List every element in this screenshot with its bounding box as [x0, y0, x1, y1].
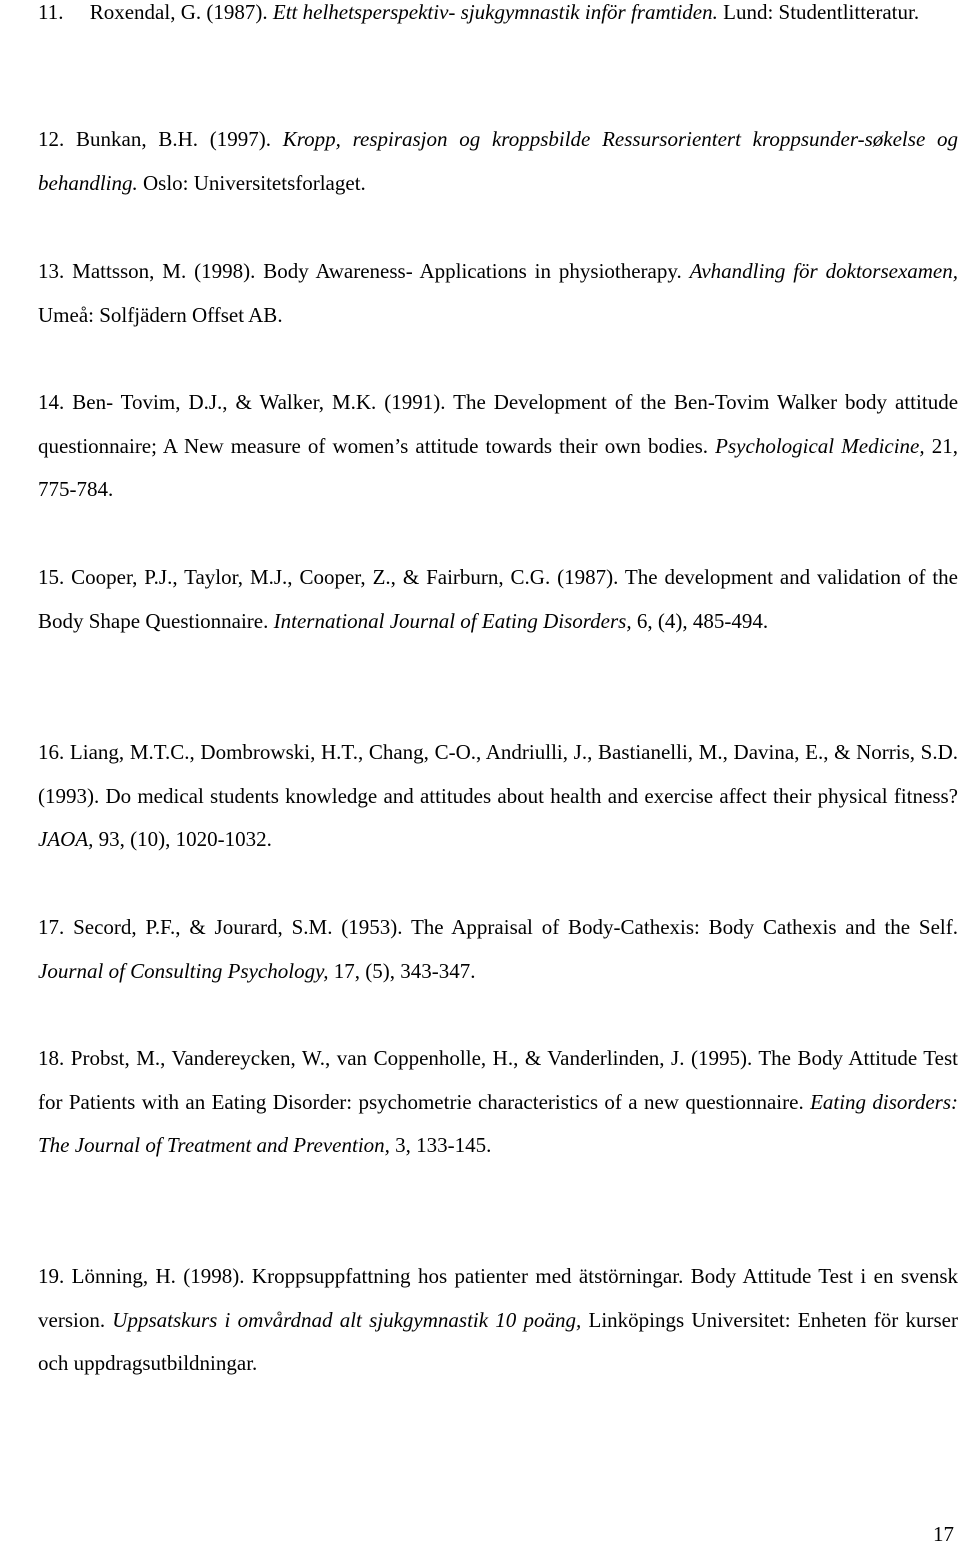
- reference-text: [38, 390, 958, 501]
- reference-authors: Bunkan, B.H. (1997).: [76, 127, 283, 151]
- reference-13: [38, 250, 958, 337]
- reference-journal: Journal of Consulting Psychology,: [38, 958, 329, 983]
- reference-number: 15.: [38, 565, 65, 589]
- reference-number: 19.: [38, 1264, 65, 1288]
- reference-authors: Liang, M.T.C., Dombrowski, H.T., Chang, C-O., Andriulli, J., Bastianelli, M., Davina, E., & Norris, S.D. (1993). Do medical students knowledge and attitudes about health and exercise affect their physical fitness?: [38, 740, 959, 808]
- reference-11: [38, 0, 958, 35]
- reference-title: Kropp, respirasjon og kroppsbilde Ressursorientert kroppsunder-søkelse og behandling.: [38, 127, 959, 195]
- reference-journal: JAOA,: [38, 827, 94, 851]
- reference-authors: Mattsson, M. (1998). Body Awareness- Applications in physiotherapy.: [72, 259, 690, 283]
- reference-18: [38, 1037, 958, 1168]
- reference-authors: Cooper, P.J., Taylor, M.J., Cooper, Z., & Fairburn, C.G. (1987). The development and validation of the Body Shape Questionnaire.: [38, 565, 959, 633]
- reference-authors: Probst, M., Vandereycken, W., van Coppenholle, H., & Vanderlinden, J. (1995). The Body Attitude Test for Patients with an Eating Disorder: psychometrie characteristics of a new questionnaire.: [38, 1046, 958, 1114]
- reference-volume: 93, (10), 1020-1032.: [93, 827, 272, 851]
- reference-17: [38, 906, 958, 993]
- reference-number: 16.: [38, 740, 65, 764]
- reference-authors: Ben- Tovim, D.J., & Walker, M.K. (1991). The Development of the Ben-Tovim Walker body attitude questionnaire; A New measure of women’s attitude towards their own bodies.: [38, 390, 959, 458]
- reference-journal: Eating disorders: The Journal of Treatment and Prevention,: [38, 1089, 958, 1157]
- reference-publisher: Lund: Studentlitteratur.: [717, 0, 920, 24]
- reference-institution: Linköpings Universitet: Enheten för kurser och uppdragsutbildningar.: [38, 1307, 958, 1375]
- page-number: 17: [933, 1522, 954, 1546]
- reference-text: [38, 565, 958, 633]
- reference-text: [38, 915, 958, 983]
- reference-number: 14.: [38, 390, 65, 414]
- reference-authors: Secord, P.F., & Jourard, S.M. (1953). The Appraisal of Body-Cathexis: Body Cathexis and the Self.: [73, 915, 959, 939]
- reference-volume: 6, (4), 485-494.: [631, 608, 769, 633]
- reference-15: [38, 556, 958, 643]
- reference-journal: International Journal of Eating Disorders,: [273, 608, 632, 633]
- reference-authors: Roxendal, G. (1987).: [89, 0, 273, 24]
- reference-number: 13.: [38, 259, 65, 283]
- reference-number: 12.: [38, 127, 65, 151]
- reference-14: [38, 381, 958, 512]
- reference-12: [38, 118, 958, 205]
- reference-title: Ett helhetsperspektiv- sjukgymnastik inför framtiden.: [272, 0, 718, 24]
- reference-text: [38, 127, 958, 195]
- reference-volume: 21, 775-784.: [38, 433, 958, 501]
- reference-publisher: Oslo: Universitetsforlaget.: [137, 170, 366, 195]
- reference-journal: Psychological Medicine,: [715, 433, 925, 458]
- reference-19: [38, 1255, 958, 1386]
- reference-text: [90, 0, 919, 24]
- reference-text: [38, 740, 958, 851]
- reference-text: [38, 1264, 958, 1375]
- reference-volume: 3, 133-145.: [389, 1133, 492, 1157]
- reference-text: [38, 1046, 958, 1157]
- reference-16: [38, 731, 958, 862]
- reference-publisher: Umeå: Solfjädern Offset AB.: [38, 302, 283, 327]
- reference-volume: 17, (5), 343-347.: [328, 958, 476, 983]
- reference-course: Uppsatskurs i omvårdnad alt sjukgymnastik 10 poäng,: [112, 1307, 582, 1332]
- reference-number: 18.: [38, 1046, 65, 1070]
- reference-text: [38, 259, 958, 327]
- reference-number: 11.: [38, 0, 64, 24]
- reference-source: Avhandling för doktorsexamen,: [689, 259, 958, 283]
- reference-number: 17.: [38, 915, 65, 939]
- reference-authors: Lönning, H. (1998). Kroppsuppfattning hos patienter med ätstörningar. Body Attitude Test i en svensk version.: [38, 1264, 959, 1332]
